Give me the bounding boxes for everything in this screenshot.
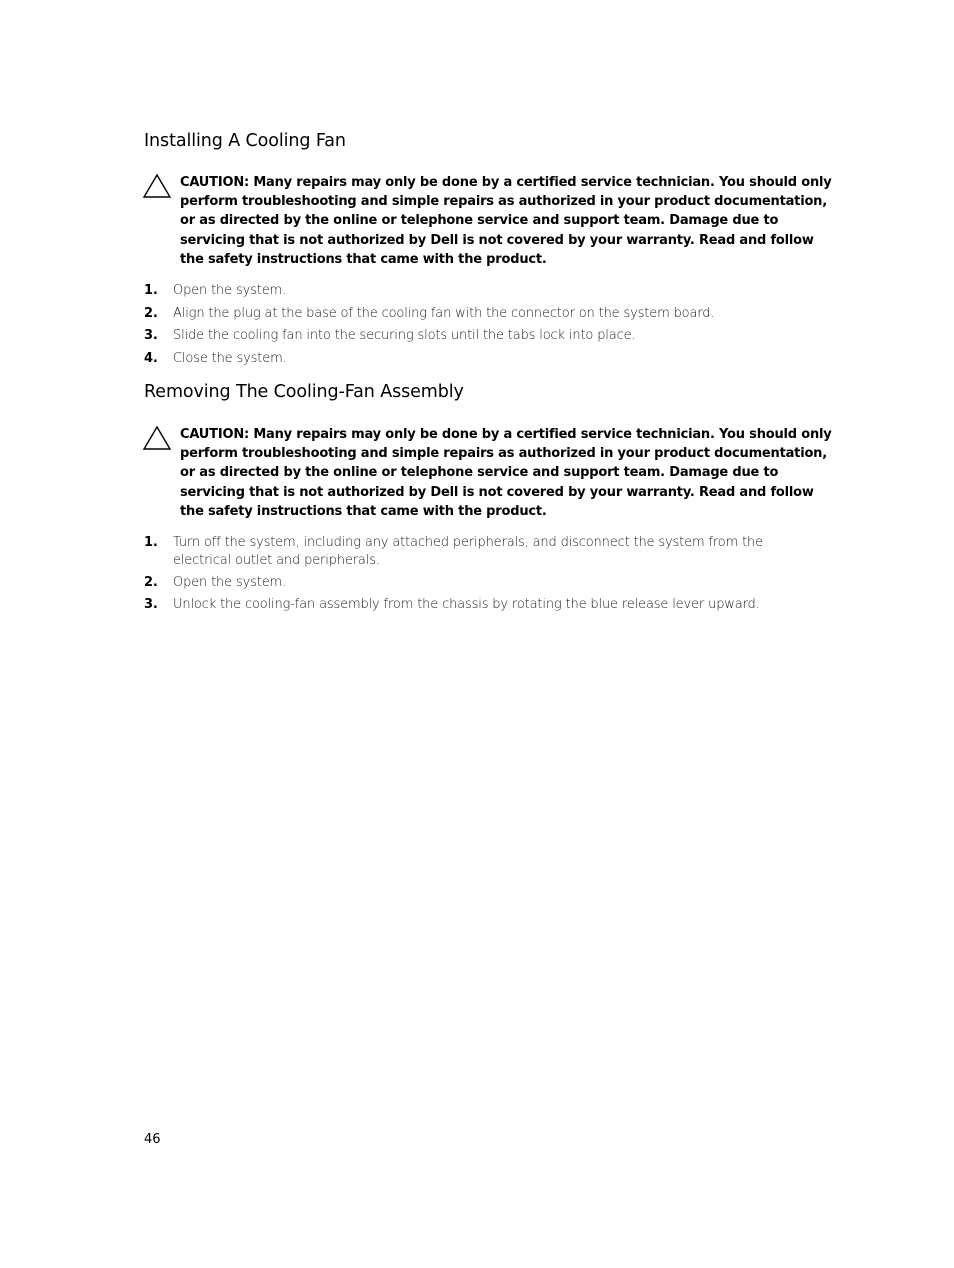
step-number: 2. bbox=[144, 305, 158, 321]
step-text: Slide the cooling fan into the securing slots until the tabs lock into place. bbox=[173, 328, 636, 343]
section-heading-installing-cooling-fan: Installing A Cooling Fan bbox=[144, 131, 346, 151]
list-item bbox=[144, 305, 804, 323]
step-number: 2. bbox=[144, 575, 158, 590]
caution-triangle-icon bbox=[142, 425, 172, 451]
step-text: Unlock the cooling-fan assembly from the chassis by rotating the blue release lever upward. bbox=[173, 597, 760, 612]
caution-text: CAUTION: Many repairs may only be done by a certified service technician. You should only perform troubleshooting and simple repairs as authorized in your product documentation, or as directed by the online or telephone service and support team. Damage due to servicing that is not authorized by Dell is not covered by your warranty. Read and follow the safety instructions that came with the product. bbox=[180, 175, 832, 267]
list-item bbox=[144, 574, 804, 592]
step-text: Open the system. bbox=[173, 575, 287, 590]
caution-triangle-icon bbox=[142, 173, 172, 199]
step-number: 3. bbox=[144, 597, 158, 612]
step-text: Turn off the system, including any attached peripherals, and disconnect the system from the electrical outlet and peripherals. bbox=[173, 535, 763, 568]
list-item bbox=[144, 534, 804, 570]
list-item bbox=[144, 282, 804, 300]
step-number: 3. bbox=[144, 328, 158, 343]
steps-list-removing bbox=[144, 534, 804, 614]
step-number: 1. bbox=[144, 283, 158, 298]
list-item bbox=[144, 327, 804, 345]
section-heading-removing-cooling-fan-assembly: Removing The Cooling-Fan Assembly bbox=[144, 382, 464, 402]
list-item bbox=[144, 350, 804, 368]
step-text: Align the plug at the base of the cooling fan with the connector on the system board. bbox=[173, 305, 715, 321]
step-number: 4. bbox=[144, 350, 158, 366]
steps-list-installing bbox=[144, 282, 804, 368]
caution-text: CAUTION: Many repairs may only be done by a certified service technician. You should only perform troubleshooting and simple repairs as authorized in your product documentation, or as directed by the online or telephone service and support team. Damage due to servicing that is not authorized by Dell is not covered by your warranty. Read and follow the safety instructions that came with the product. bbox=[180, 427, 832, 519]
step-number: 1. bbox=[144, 535, 158, 550]
step-text: Close the system. bbox=[173, 350, 287, 366]
list-item bbox=[144, 596, 804, 614]
step-text: Open the system. bbox=[173, 283, 287, 298]
page-number: 46 bbox=[144, 1132, 161, 1147]
